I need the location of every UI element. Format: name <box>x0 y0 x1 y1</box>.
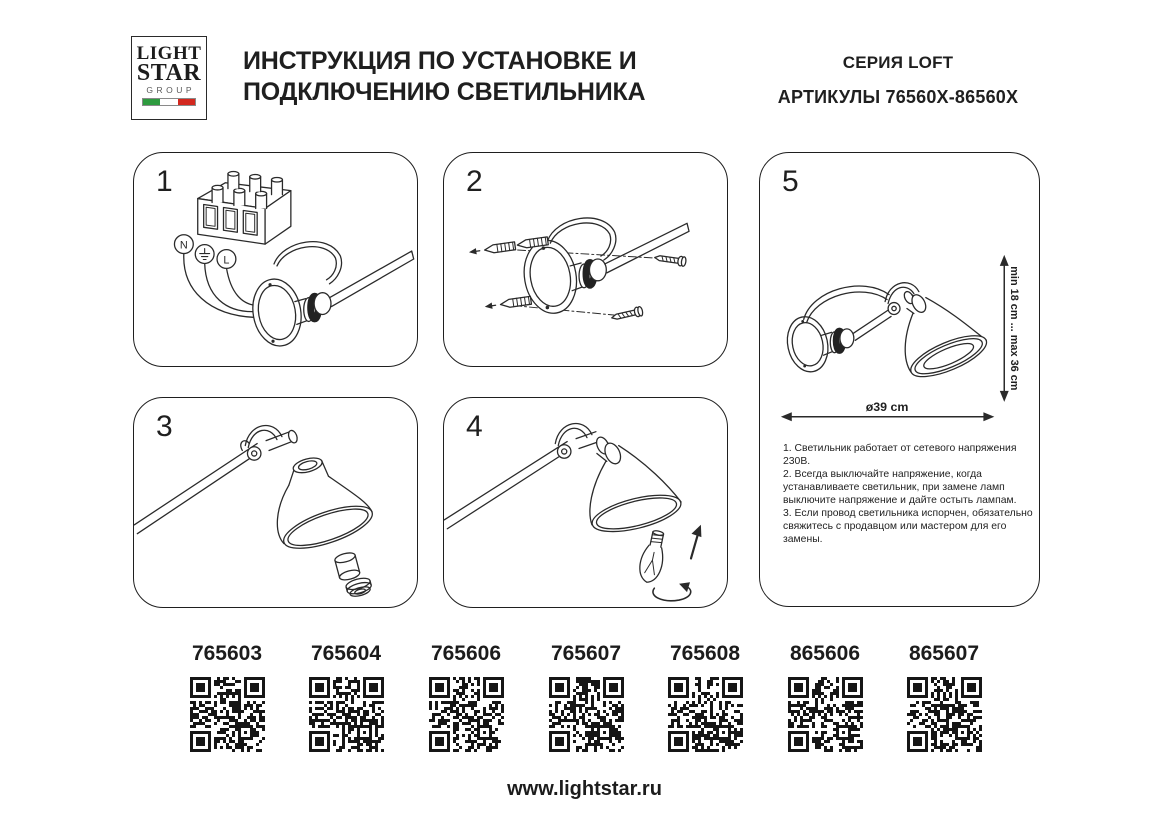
step4-bulb-install-illustration <box>444 398 727 607</box>
rotate-arrow-icon <box>653 582 691 601</box>
height-dimension <box>1000 255 1020 402</box>
qr-code <box>309 677 384 752</box>
lamp-shade-illustration <box>277 455 377 557</box>
article-column <box>172 643 282 752</box>
qr-code <box>668 677 743 752</box>
step-5-number: 5 <box>782 165 799 198</box>
svg-text:ø39 cm: ø39 cm <box>865 399 909 414</box>
article-code: 765608 <box>669 642 741 665</box>
article-column <box>411 643 521 752</box>
light-bulb-illustration <box>637 529 669 585</box>
socket-sleeve-illustration <box>334 551 361 582</box>
website-url: www.lightstar.ru <box>507 778 662 800</box>
screw-icon <box>654 253 686 267</box>
warning-item: 2. Всегда выключайте напряжение, когда устанавливаете светильник, при замене ламп выключите напряжение и дайте остыть лампам. <box>783 469 1017 506</box>
series-label: СЕРИЯ LOFT <box>842 53 954 72</box>
svg-text:N: N <box>179 239 188 252</box>
qr-code <box>429 677 504 752</box>
panel-step-5 <box>759 152 1040 607</box>
safety-warnings <box>783 442 1041 546</box>
earth-ground-icon <box>195 245 214 264</box>
lightstar-logo <box>131 36 207 120</box>
italian-flag-icon <box>142 98 196 106</box>
page-title <box>243 46 645 108</box>
step3-shade-assembly-illustration <box>134 398 417 607</box>
article-code: 765603 <box>191 642 263 665</box>
title-line-1: ИНСТРУКЦИЯ ПО УСТАНОВКЕ И <box>243 47 637 75</box>
logo-star-text: STAR <box>136 60 202 86</box>
article-code: 865606 <box>789 642 861 665</box>
wire-label-live <box>217 250 236 269</box>
wall-anchor-icon <box>484 296 531 310</box>
wall-plate-illustration <box>248 275 331 350</box>
lamp-shade-illustration <box>589 446 685 539</box>
step-1-number: 1 <box>156 165 173 198</box>
panel-step-3 <box>133 397 418 608</box>
qr-code <box>788 677 863 752</box>
svg-text:L: L <box>223 254 230 267</box>
panel-step-1 <box>133 152 418 367</box>
wall-anchor-icon <box>468 242 515 256</box>
step-4-number: 4 <box>466 410 483 443</box>
article-column <box>531 643 641 752</box>
wire-label-neutral <box>174 235 193 254</box>
panel-step-2 <box>443 152 728 367</box>
qr-code <box>907 677 982 752</box>
article-code: 865607 <box>908 642 980 665</box>
title-line-2: ПОДКЛЮЧЕНИЮ СВЕТИЛЬНИКА <box>243 78 646 106</box>
qr-code <box>190 677 265 752</box>
logo-light-text: LIGHT <box>136 43 202 64</box>
wall-plate-illustration <box>519 236 607 317</box>
up-arrow-icon <box>691 525 701 559</box>
svg-text:min 18 cm ... max 36 cm: min 18 cm ... max 36 cm <box>1008 266 1021 391</box>
terminal-block-illustration <box>198 172 291 245</box>
step1-wiring-illustration <box>134 153 417 366</box>
article-code: 765604 <box>310 642 382 665</box>
logo-group-text: GROUP <box>146 85 196 95</box>
article-column <box>650 643 760 752</box>
qr-code <box>549 677 624 752</box>
warning-item: 3. Если провод светильника испорчен, обязательно свяжитесь с продавцом или мастером для его замены. <box>783 508 1033 545</box>
panel-step-4 <box>443 397 728 608</box>
width-dimension <box>781 400 994 421</box>
step-3-number: 3 <box>156 410 173 443</box>
article-code: 765606 <box>430 642 502 665</box>
article-column <box>889 643 999 752</box>
screw-icon <box>611 306 644 322</box>
step-2-number: 2 <box>466 165 483 198</box>
articles-range-label: АРТИКУЛЫ 76560X-86560X <box>777 87 1019 107</box>
warning-item: 1. Светильник работает от сетевого напряжения 230В. <box>783 443 1017 467</box>
article-column <box>770 643 880 752</box>
step2-mounting-illustration <box>444 153 727 366</box>
article-code: 765607 <box>550 642 622 665</box>
article-column <box>291 643 401 752</box>
